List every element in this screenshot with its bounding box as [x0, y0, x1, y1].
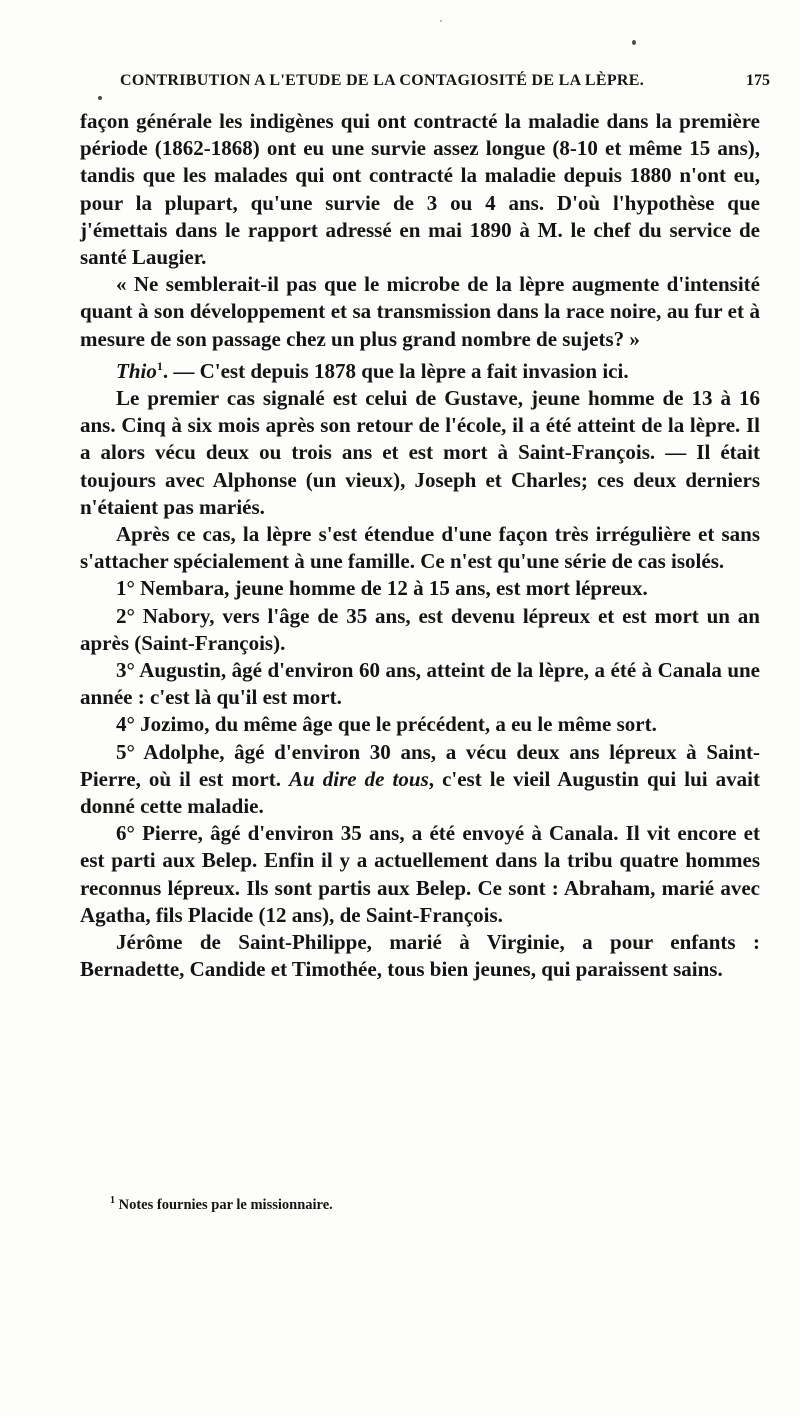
running-header [78, 72, 770, 102]
place-heading: Thio [116, 358, 157, 383]
list-item: 4° Jozimo, du même âge que le précédent, a eu le même sort. [116, 712, 657, 737]
list-item-text: 5° Adolphe, âgé d'environ 30 ans, a vécu deux ans lépreux à Saint-Pierre, où il est mort. [80, 739, 760, 791]
scan-speck [98, 96, 102, 100]
paragraph: Après ce cas, la lèpre s'est étendue d'une façon très irrégulière et sans s'attacher spécialement à une famille. Ce n'est qu'une série de cas isolés. [80, 522, 760, 574]
italic-phrase: Au dire de tous [289, 766, 429, 791]
list-item: 2° Nabory, vers l'âge de 35 ans, est devenu lépreux et est mort un an après (Saint-François). [80, 603, 760, 655]
paragraph: Le premier cas signalé est celui de Gustave, jeune homme de 13 à 16 ans. Cinq à six mois après son retour de l'école, il a été atteint de la lèpre. Il a alors vécu deux ou trois ans et est mort à Saint-François. — Il était toujours avec Alphonse (un vieux), Joseph et Charles; ces deux derniers n'étaient pas mariés. [80, 386, 760, 519]
paragraph: façon générale les indigènes qui ont contracté la maladie dans la première période (1862-1868) ont eu une survie assez longue (8-10 et même 15 ans), tandis que les malades qui ont contracté la maladie depuis 1880 n'ont eu, pour la plupart, qu'une survie de 3 ou 4 ans. D'où l'hypothèse que j'émettais dans le rapport adressé en mai 1890 à M. le chef du service de santé Laugier. [80, 109, 760, 270]
paragraph: Jérôme de Saint-Philippe, marié à Virginie, a pour enfants : Bernadette, Candide et Timothée, tous bien jeunes, qui paraissent sains. [80, 930, 760, 982]
list-item: 6° Pierre, âgé d'environ 35 ans, a été envoyé à Canala. Il vit encore et est parti aux Belep. Enfin il y a actuellement dans la tribu quatre hommes reconnus lépreux. Ils sont partis aux Belep. Ce sont : Abraham, marié avec Agatha, fils Placide (12 ans), de Saint-François. [80, 821, 760, 927]
body-text [80, 108, 760, 984]
paragraph [80, 353, 760, 385]
paragraph-text: . — C'est depuis 1878 que la lèpre a fait invasion ici. [162, 358, 629, 383]
list-item: 3° Augustin, âgé d'environ 60 ans, atteint de la lèpre, a été à Canala une année : c'est là qu'il est mort. [80, 658, 760, 710]
footnote-text: Notes fournies par le missionnaire. [115, 1196, 333, 1213]
paragraph: « Ne semblerait-il pas que le microbe de la lèpre augmente d'intensité quant à son développement et sa transmission dans la race noire, au fur et à mesure de son passage chez un plus grand nombre de sujets? » [80, 272, 760, 351]
footnote-marker: 1 [110, 1195, 115, 1206]
list-item-text: , c'est le vieil Augustin qui lui avait donné cette maladie. [80, 766, 760, 819]
page-number: 175 [746, 72, 770, 89]
running-title: CONTRIBUTION A L'ETUDE DE LA CONTAGIOSITÉ DE LA LÈPRE. [120, 72, 645, 89]
footnote [110, 1195, 333, 1214]
list-item [80, 739, 760, 821]
scan-speck [440, 20, 442, 22]
list-item: 1° Nembara, jeune homme de 12 à 15 ans, est mort lépreux. [116, 576, 648, 601]
scan-speck [632, 40, 636, 45]
footnote-ref: 1 [156, 358, 163, 373]
